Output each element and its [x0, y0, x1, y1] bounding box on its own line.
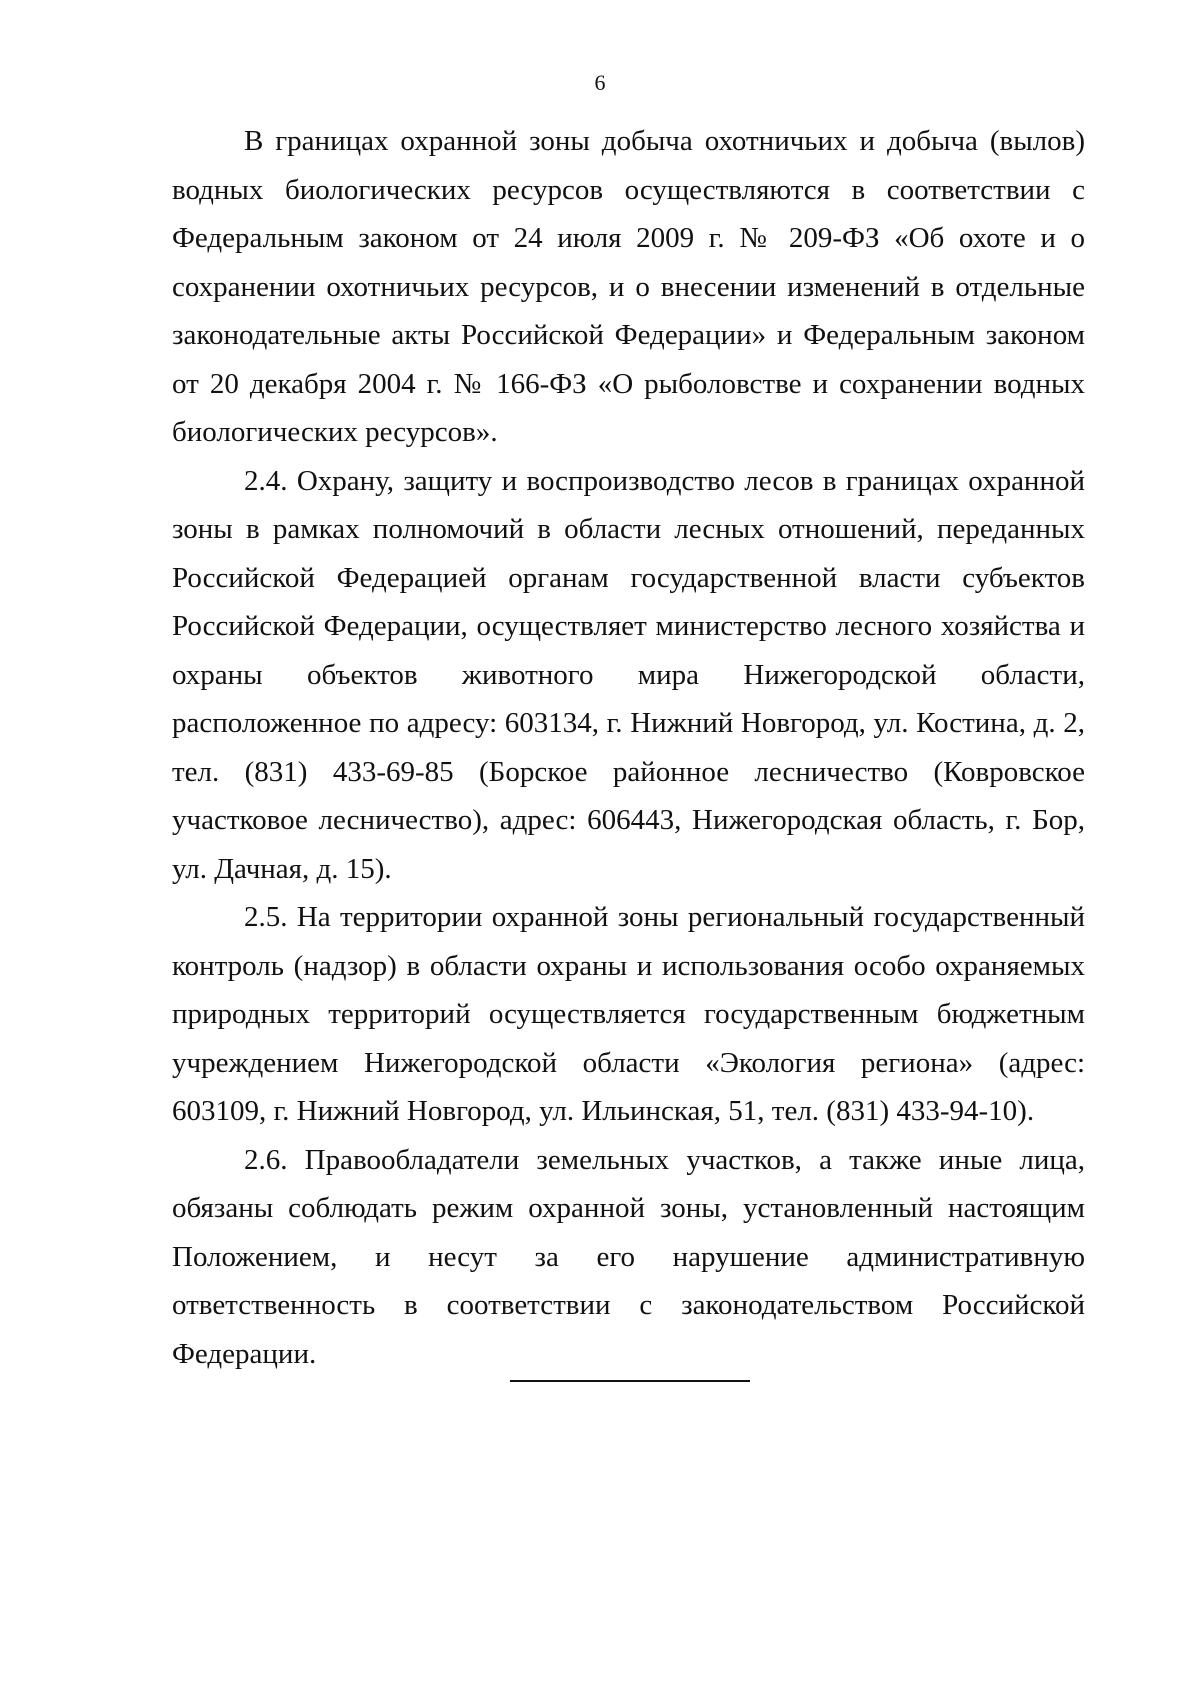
- document-body: [172, 117, 1085, 1378]
- paragraph-2-5-regional-control: 2.5. На территории охранной зоны региональный государственный контроль (надзор) в области охраны и использования особо охраняемых природных территорий осуществляется государственным бюджетным учреждением Нижегородской области «Экология региона» (адрес: 603109, г. Нижний Новгород, ул. Ильинская, 51, тел. (831) 433-94-10).: [172, 901, 1085, 1127]
- paragraph-hunting-fishing: В границах охранной зоны добыча охотничьих и добыча (вылов) водных биологических ресурсов осуществляются в соответствии с Федеральным законом от 24 июля 2009 г. № 209-ФЗ «Об охоте и о сохранении охотничьих ресурсов, и о внесении изменений в отдельные законодательные акты Российской Федерации» и Федеральным законом от 20 декабря 2004 г. № 166-ФЗ «О рыболовстве и сохранении водных биологических ресурсов».: [172, 125, 1085, 448]
- end-of-text-divider: [510, 1380, 750, 1382]
- page-number: 6: [594, 70, 606, 95]
- paragraph-2-4-forest-protection: 2.4. Охрану, защиту и воспроизводство лесов в границах охранной зоны в рамках полномочий в области лесных отношений, переданных Российской Федерацией органам государственной власти субъектов Российской Федерации, осуществляет министерство лесного хозяйства и охраны объектов животного мира Нижегородской области, расположенное по адресу: 603134, г. Нижний Новгород, ул. Костина, д. 2, тел. (831) 433-69-85 (Борское районное лесничество (Ковровское участковое лесничество), адрес: 606443, Нижегородская область, г. Бор, ул. Дачная, д. 15).: [172, 464, 1085, 885]
- paragraph-2-6-rights-holders: 2.6. Правообладатели земельных участков, а также иные лица, обязаны соблюдать режим охранной зоны, установленный настоящим Положением, и несут за его нарушение административную ответственность в соответствии с законодательством Российской Федерации.: [172, 1143, 1085, 1370]
